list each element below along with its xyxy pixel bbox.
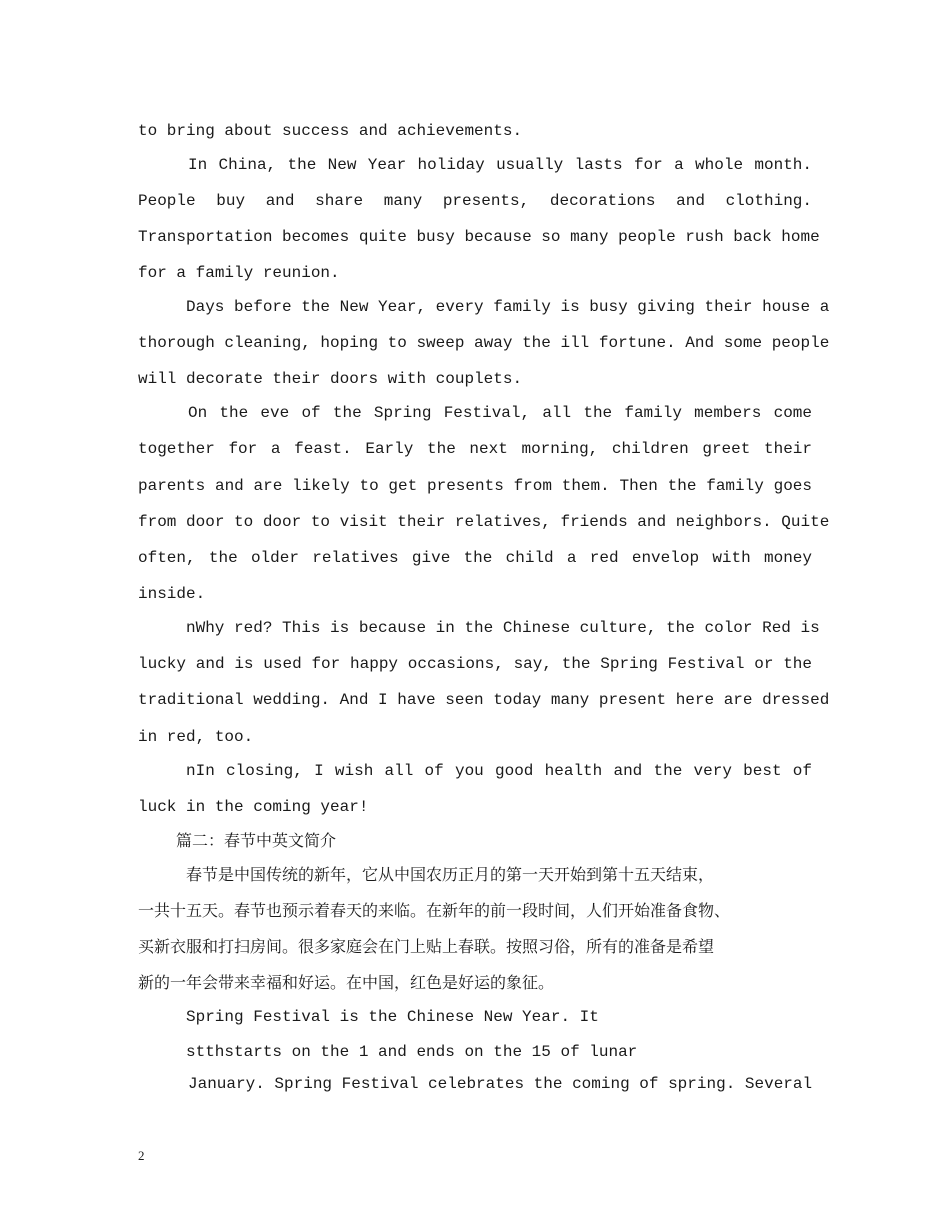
paragraph-line: Days before the New Year, every family is busy giving their house a — [186, 298, 830, 316]
paragraph-line: Transportation becomes quite busy because so many people rush back home — [138, 228, 820, 246]
paragraph-line: stthstarts on the 1 and ends on the 15 of lunar — [186, 1043, 638, 1061]
chinese-paragraph-line: 买新衣服和打扫房间。很多家庭会在门上贴上春联。按照习俗，所有的准备是希望 — [138, 937, 715, 956]
paragraph-line: will decorate their doors with couplets. — [138, 370, 523, 388]
paragraph-line: In China, the New Year holiday usually lasts for a whole month. — [188, 156, 812, 174]
paragraph-line: parents and are likely to get presents from them. Then the family goes — [138, 477, 812, 495]
section-heading: 篇二：春节中英文简介 — [176, 831, 337, 850]
paragraph-line: for a family reunion. — [138, 264, 340, 282]
paragraph-line: On the eve of the Spring Festival, all the family members come — [188, 404, 812, 422]
paragraph-line: to bring about success and achievements. — [138, 122, 523, 140]
page-number: 2 — [138, 1148, 145, 1163]
paragraph-line: luck in the coming year! — [138, 798, 369, 816]
paragraph-line: in red, too. — [138, 728, 254, 746]
paragraph-line: nIn closing, I wish all of you good health and the very best of — [186, 762, 812, 780]
paragraph-line: January. Spring Festival celebrates the coming of spring. Several — [188, 1075, 813, 1093]
paragraph-line: together for a feast. Early the next morning, children greet their — [138, 440, 812, 458]
chinese-paragraph-line: 春节是中国传统的新年，它从中国农历正月的第一天开始到第十五天结束， — [186, 865, 715, 884]
paragraph-line: lucky and is used for happy occasions, say, the Spring Festival or the — [138, 655, 812, 673]
paragraph-line: traditional wedding. And I have seen today many present here are dressed — [138, 691, 830, 709]
paragraph-line: often, the older relatives give the child a red envelop with money — [138, 549, 812, 567]
paragraph-line: nWhy red? This is because in the Chinese culture, the color Red is — [186, 619, 820, 637]
chinese-paragraph-line: 新的一年会带来幸福和好运。在中国，红色是好运的象征。 — [138, 973, 555, 992]
paragraph-line: from door to door to visit their relatives, friends and neighbors. Quite — [138, 513, 830, 531]
paragraph-line: Spring Festival is the Chinese New Year. It — [186, 1008, 599, 1026]
paragraph-line: thorough cleaning, hoping to sweep away the ill fortune. And some people — [138, 334, 830, 352]
paragraph-line: inside. — [138, 585, 206, 603]
chinese-paragraph-line: 一共十五天。春节也预示着春天的来临。在新年的前一段时间，人们开始准备食物、 — [138, 901, 731, 920]
paragraph-line: People buy and share many presents, decorations and clothing. — [138, 192, 812, 210]
